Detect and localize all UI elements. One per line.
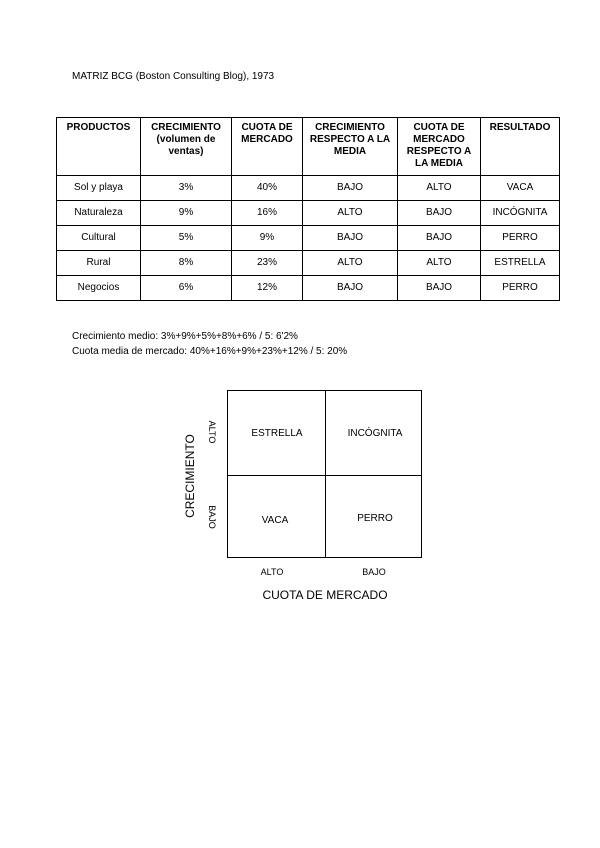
table-cell: ALTO: [398, 176, 481, 201]
average-growth-note: Crecimiento medio: 3%+9%+5%+8%+6% / 5: 6'2%: [72, 331, 298, 342]
table-cell: ALTO: [303, 201, 398, 226]
table-row: [57, 176, 560, 201]
table-row: [57, 226, 560, 251]
table-cell: ALTO: [303, 251, 398, 276]
table-cell: PERRO: [481, 276, 560, 301]
column-header: CRECIMIENTO RESPECTO A LA MEDIA: [303, 118, 398, 176]
table-cell: BAJO: [398, 226, 481, 251]
table-cell: Negocios: [57, 276, 141, 301]
column-header: PRODUCTOS: [57, 118, 141, 176]
table-cell: 9%: [141, 201, 232, 226]
average-share-note: Cuota media de mercado: 40%+16%+9%+23%+12% / 5: 20%: [72, 346, 348, 357]
y-axis-title: CRECIMIENTO: [183, 434, 197, 518]
table-cell: 3%: [141, 176, 232, 201]
table-header-row: [57, 118, 560, 176]
table-row: [57, 276, 560, 301]
column-header: CRECIMIENTO (volumen de ventas): [141, 118, 232, 176]
table-cell: 40%: [232, 176, 303, 201]
table-cell: VACA: [481, 176, 560, 201]
page-title: MATRIZ BCG (Boston Consulting Blog), 1973: [72, 71, 275, 82]
table-row: [57, 201, 560, 226]
table-cell: Cultural: [57, 226, 141, 251]
bcg-table: [56, 117, 560, 301]
x-axis-high-label: ALTO: [260, 567, 284, 577]
table-cell: 5%: [141, 226, 232, 251]
quadrant-perro: PERRO: [357, 513, 393, 524]
table-cell: BAJO: [303, 276, 398, 301]
bcg-matrix: [227, 390, 422, 558]
matrix-vertical-divider: [325, 391, 326, 557]
table-cell: BAJO: [303, 176, 398, 201]
table-cell: ESTRELLA: [481, 251, 560, 276]
y-axis-high-label: ALTO: [207, 420, 217, 444]
table-cell: 23%: [232, 251, 303, 276]
x-axis-title: CUOTA DE MERCADO: [262, 588, 388, 602]
column-header: RESULTADO: [481, 118, 560, 176]
quadrant-estrella: ESTRELLA: [251, 428, 303, 439]
table-cell: 12%: [232, 276, 303, 301]
quadrant-vaca: VACA: [261, 515, 289, 526]
table-cell: 8%: [141, 251, 232, 276]
table-cell: Sol y playa: [57, 176, 141, 201]
table-row: [57, 251, 560, 276]
table-cell: PERRO: [481, 226, 560, 251]
table-cell: 16%: [232, 201, 303, 226]
table-cell: 6%: [141, 276, 232, 301]
table-cell: Naturaleza: [57, 201, 141, 226]
table-cell: ALTO: [398, 251, 481, 276]
table-cell: BAJO: [398, 201, 481, 226]
table-cell: INCÓGNITA: [481, 201, 560, 226]
calculation-notes: [72, 329, 347, 359]
table-cell: 9%: [232, 226, 303, 251]
column-header: CUOTA DE MERCADO: [232, 118, 303, 176]
column-header: CUOTA DE MERCADO RESPECTO A LA MEDIA: [398, 118, 481, 176]
quadrant-incognita: INCÓGNITA: [347, 428, 403, 439]
table-cell: BAJO: [398, 276, 481, 301]
table-cell: BAJO: [303, 226, 398, 251]
y-axis-low-label: BAJO: [207, 505, 217, 529]
x-axis-low-label: BAJO: [362, 567, 386, 577]
matrix-horizontal-divider: [228, 475, 421, 476]
table-cell: Rural: [57, 251, 141, 276]
